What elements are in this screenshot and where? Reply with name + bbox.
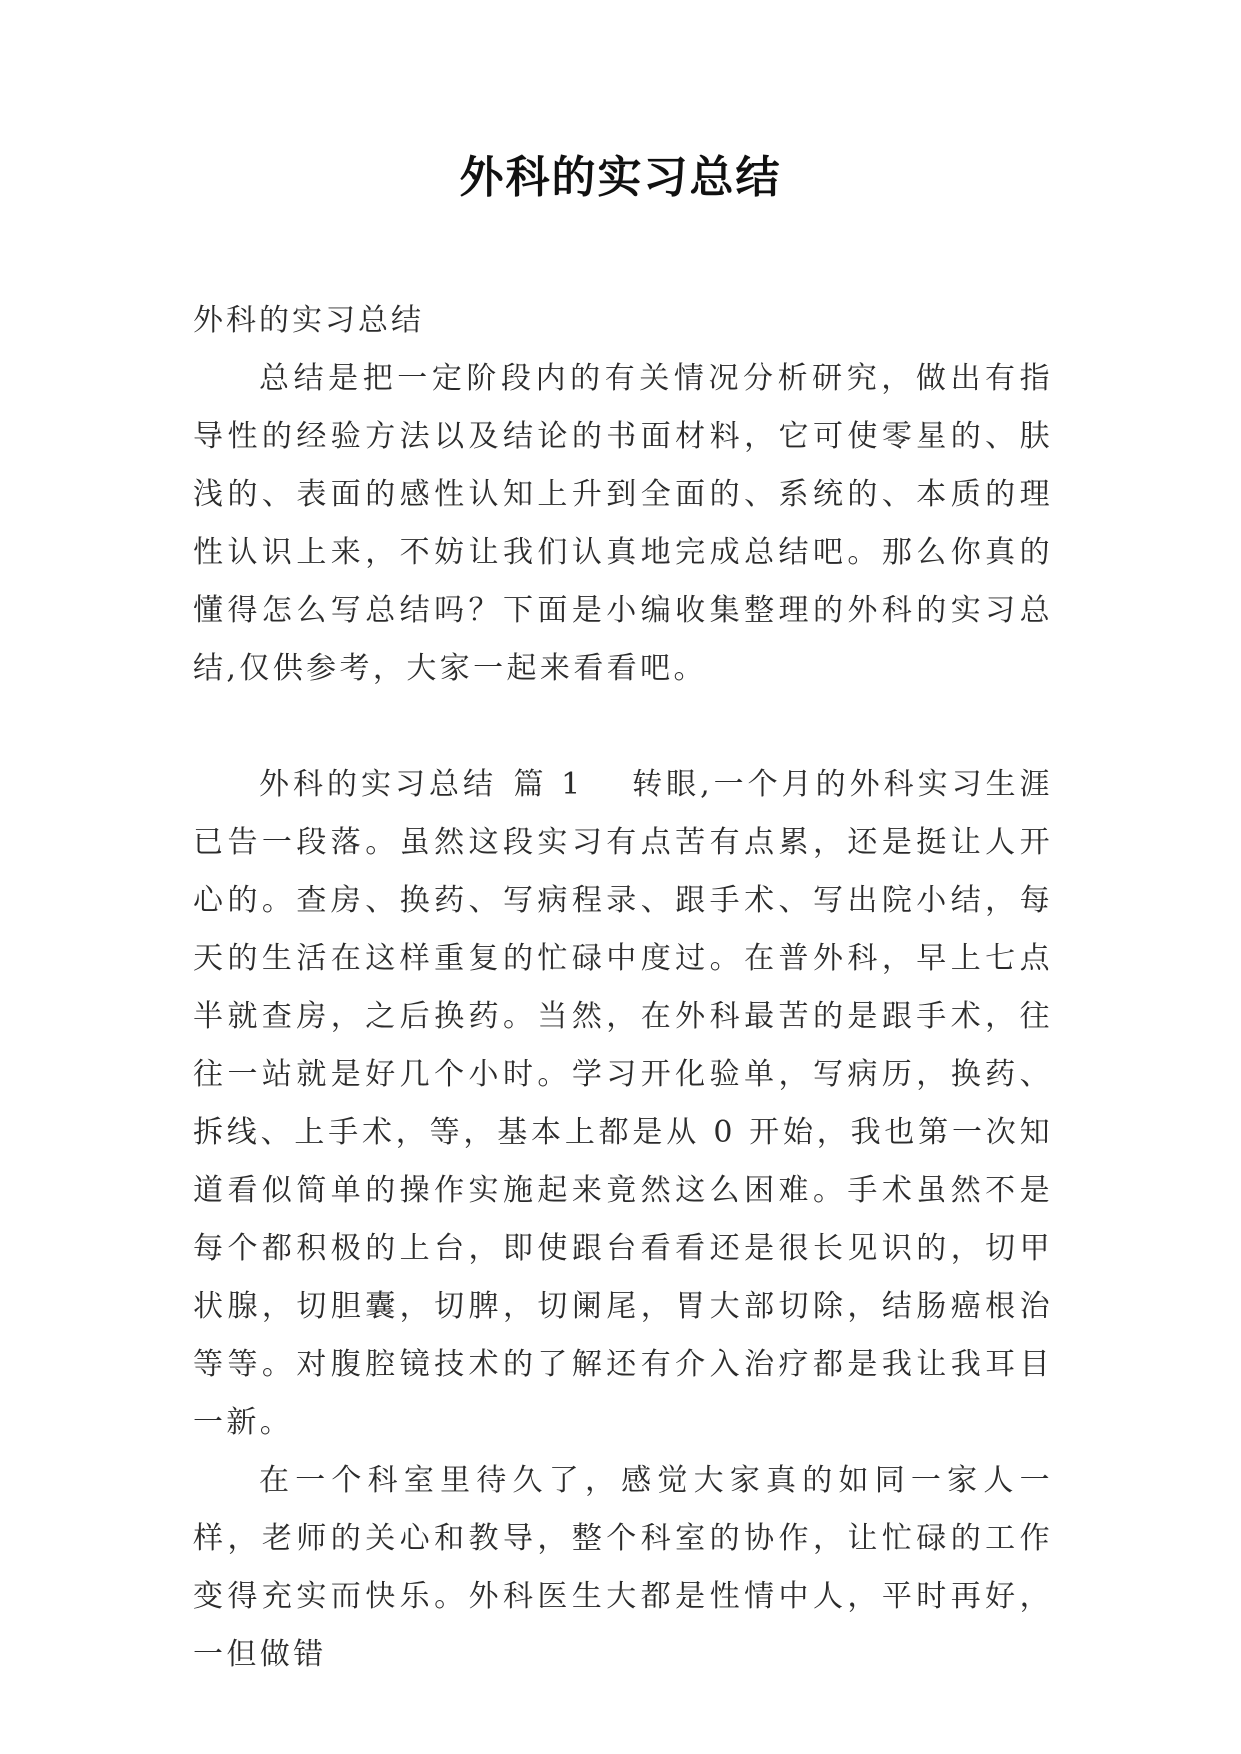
section1-paragraph1-text: 转眼,一个月的外科实习生涯已告一段落。虽然这段实习有点苦有点累，还是挺让人开心的。查房、换药、写病程录、跟手术、写出院小结，每天的生活在这样重复的忙碌中度过。在普外科，早上七点半就查房，之后换药。当然，在外科最苦的是跟手术，往往一站就是好几个小时。学习开化验单，写病历，换药、拆线、上手术，等，基本上都是从 0 开始，我也第一次知道看似简单的操作实施起来竟然这么困难。手术虽然不是每个都积极的上台，即使跟台看看还是很长见识的，切甲状腺，切胆囊，切脾，切阑尾，胃大部切除，结肠癌根治等等。对腹腔镜技术的了解还有介入治疗都是我让我耳目一新。 [193,767,1053,1440]
paragraph-spacer [193,698,1053,756]
intro-paragraph: 总结是把一定阶段内的有关情况分析研究，做出有指导性的经验方法以及结论的书面材料，它可使零星的、肤浅的、表面的感性认知上升到全面的、系统的、本质的理性认识上来，不妨让我们认真地完成总结吧。那么你真的懂得怎么写总结吗？下面是小编收集整理的外科的实习总结,仅供参考，大家一起来看看吧。 [193,361,1053,686]
document-title: 外科的实习总结 [459,152,782,203]
section1-label: 篇 1 [512,767,584,802]
document-body [193,292,1053,1684]
document-subtitle: 外科的实习总结 [193,303,424,338]
section1-paragraph2: 在一个科室里待久了，感觉大家真的如同一家人一样，老师的关心和教导，整个科室的协作，让忙碌的工作变得充实而快乐。外科医生大都是性情中人，平时再好，一但做错 [193,1463,1053,1672]
section1-heading: 外科的实习总结 [259,767,497,802]
section1-paragraph1 [193,756,1053,1452]
